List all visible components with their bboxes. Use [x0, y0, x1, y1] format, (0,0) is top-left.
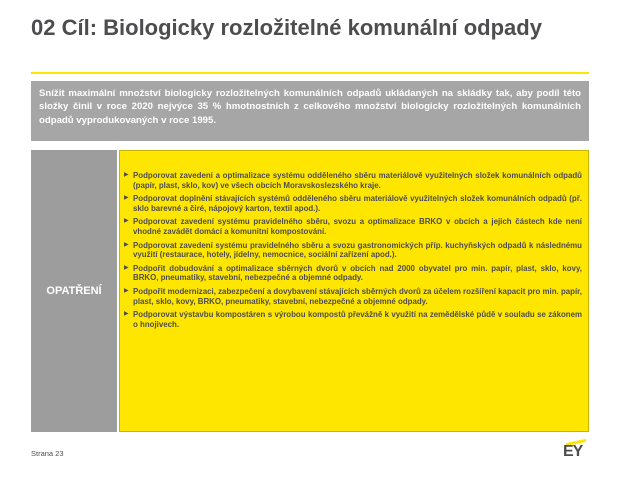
list-item: [124, 310, 582, 329]
objective-box: Snížit maximální množství biologicky rozložitelných komunálních odpadů ukládaných na skládky tak, aby podíl této složky činil v roce 2020 nejvýce 35 % hmotnostních z celkového množství biologicky rozložitelných komunálních odpadů vyprodukovaných v roce 1995.: [31, 81, 589, 141]
page-number: Strana 23: [31, 449, 64, 458]
list-item: [124, 194, 582, 213]
list-item-text: Podporovat zavedení a optimalizace systému odděleného sběru materiálově využitelných složek komunálních odpadů (papír, plast, sklo, kov) ve všech obcích Moravskoslezského kraje.: [133, 171, 582, 190]
list-item: [124, 217, 582, 236]
slide-title: 02 Cíl: Biologicky rozložitelné komunální odpady: [31, 15, 542, 40]
list-item-text: Podpořit dobudování a optimalizace sběrných dvorů v obcích nad 2000 obyvatel pro min. papír, plast, sklo, kovy, BRKO, pneumatiky, stavební, nebezpečné a objemné odpady.: [133, 263, 582, 283]
triangle-right-icon: ▶: [124, 311, 129, 318]
list-item: [124, 287, 582, 306]
list-item: [124, 241, 582, 260]
list-item-text: Podporovat výstavbu kompostáren s výrobou kompostů převážně k využití na zemědělské půdě v souladu se zákonem o hnojivech.: [133, 310, 582, 329]
measures-label: OPATŘENÍ: [46, 285, 102, 297]
list-item-text: Podporovat doplnění stávajících systémů odděleného sběru materiálově využitelných složek komunálních odpadů (př. sklo barevné a čiré, nápojový karton, textil apod.).: [133, 194, 582, 213]
list-item: [124, 264, 582, 283]
list-item: [124, 171, 582, 190]
list-item-text: Podporovat zavedení systému pravidelného sběru, svozu a optimalizace BRKO v obcích a jejich částech kde není vhodné zavádět domácí a komunitní kompostování.: [133, 217, 582, 236]
measures-label-cell: [31, 150, 117, 432]
measures-list: [119, 150, 589, 432]
triangle-right-icon: ▶: [124, 218, 129, 225]
title-divider: [31, 72, 589, 74]
triangle-right-icon: ▶: [124, 241, 129, 248]
triangle-right-icon: ▶: [124, 195, 129, 202]
list-item-text: Podpořit modernizaci, zabezpečení a dovybavení stávajících sběrných dvorů za účelem rozšíření kapacit pro min. papír, plast, sklo, kovy, BRKO, pneumatiky, stavební, nebezpečné a objemné odpady.: [133, 286, 582, 306]
triangle-right-icon: ▶: [124, 172, 129, 178]
triangle-right-icon: ▶: [124, 287, 129, 294]
ey-logo: EY: [563, 443, 583, 460]
list-item-text: Podporovat zavedení systému pravidelného sběru a svozu gastronomických příp. kuchyňských odpadů k následnému využití (restaurace, hotely, jídelny, nemocnice, sociální zařízení apod.).: [133, 240, 582, 260]
triangle-right-icon: ▶: [124, 264, 129, 271]
